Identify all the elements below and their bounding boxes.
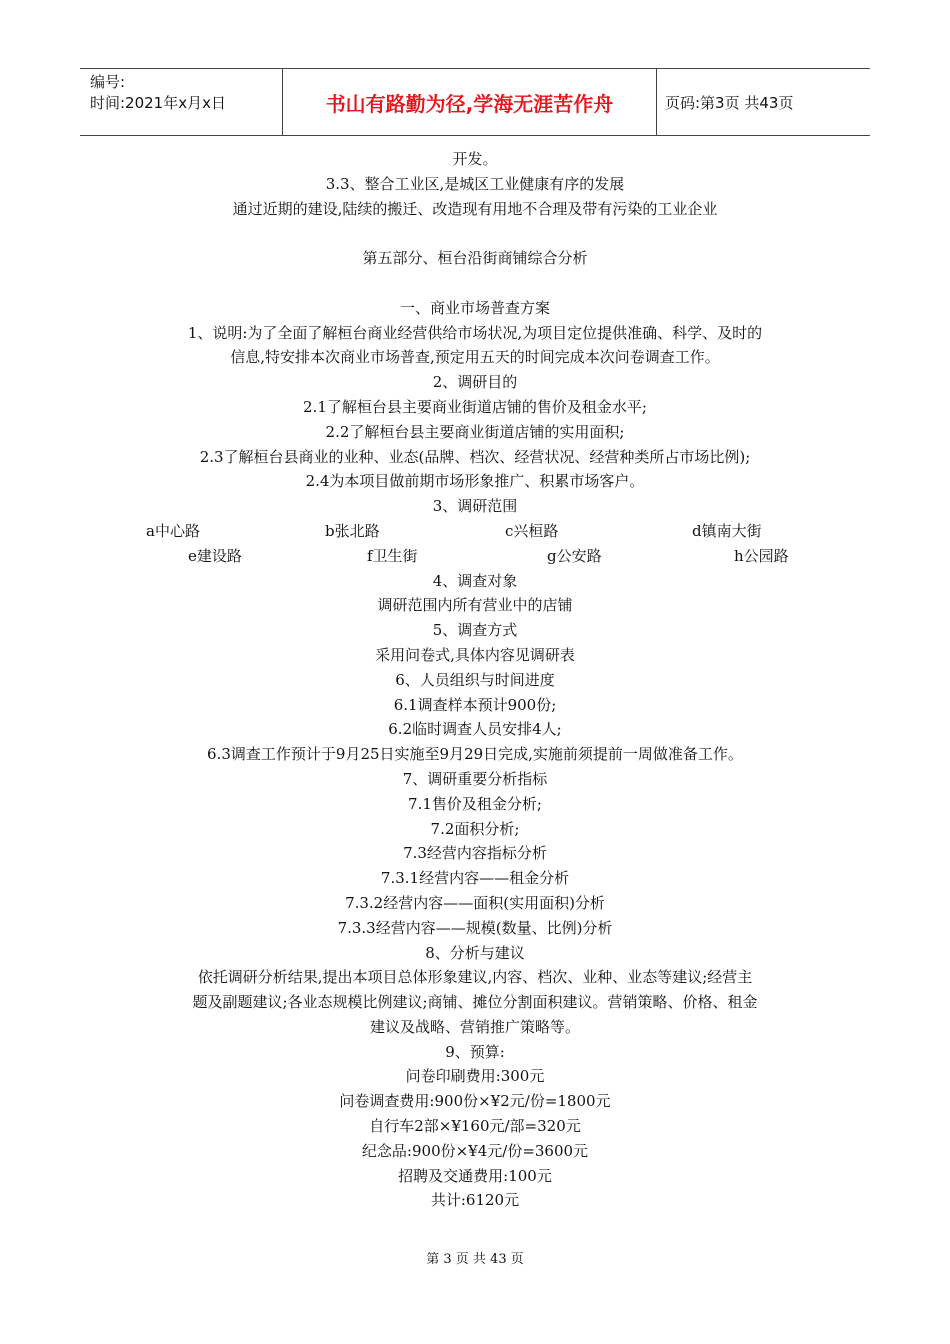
text-line: 1、说明:为了全面了解桓台商业经营供给市场状况,为项目定位提供准确、科学、及时的 — [187, 323, 763, 342]
document-number-label: 编号: — [90, 73, 126, 91]
text-line: 7、调研重要分析指标 — [402, 769, 548, 788]
road-item: a中心路 — [146, 521, 200, 540]
text-line: 8、分析与建议 — [425, 943, 525, 962]
text-line: 依托调研分析结果,提出本项目总体形象建议,内容、档次、业种、业态等建议;经营主 — [197, 968, 753, 987]
road-item: c兴桓路 — [505, 521, 559, 540]
text-line: 7.3.3经营内容——规模(数量、比例)分析 — [337, 918, 613, 937]
text-line: 2.2了解桓台县主要商业街道店铺的实用面积; — [325, 422, 625, 441]
text-line: 建议及战略、营销推广策略等。 — [369, 1017, 580, 1036]
section-title: 第五部分、桓台沿街商铺综合分析 — [362, 249, 588, 268]
text-line: 调研范围内所有营业中的店铺 — [377, 596, 573, 615]
road-item: d镇南大街 — [692, 521, 762, 540]
header-left-cell — [80, 69, 282, 135]
text-line: 自行车2部×¥160元/部=320元 — [369, 1117, 581, 1136]
text-line: 2、调研目的 — [432, 373, 518, 392]
road-item: h公园路 — [734, 546, 789, 565]
text-line: 2.4为本项目做前期市场形象推广、积累市场客户。 — [305, 472, 645, 491]
text-line: 信息,特安排本次商业市场普查,预定用五天的时间完成本次问卷调查工作。 — [230, 348, 720, 367]
text-line: 6、人员组织与时间进度 — [395, 670, 555, 689]
text-line: 9、预算: — [445, 1042, 505, 1061]
roads-row-1 — [120, 519, 830, 544]
document-time-label: 时间:2021年x月x日 — [90, 94, 226, 112]
text-line: 2.1了解桓台县主要商业街道店铺的售价及租金水平; — [303, 397, 647, 416]
text-line: 问卷印刷费用:300元 — [405, 1067, 545, 1086]
text-line: 7.3.2经营内容——面积(实用面积)分析 — [345, 893, 605, 912]
text-line: 2.3了解桓台县商业的业种、业态(品牌、档次、经营状况、经营种类所占市场比例); — [199, 447, 751, 466]
text-line: 7.2面积分析; — [430, 819, 520, 838]
header-page-info: 页码:第3页 共43页 — [665, 93, 794, 112]
text-line: 6.1调查样本预计900份; — [393, 695, 557, 714]
road-item: e建设路 — [188, 546, 242, 565]
header-motto: 书山有路勤为径,学海无涯苦作舟 — [282, 69, 657, 135]
text-line: 一、商业市场普查方案 — [399, 298, 550, 317]
roads-row-2 — [120, 544, 830, 569]
text-line: 7.1售价及租金分析; — [408, 794, 542, 813]
text-line: 纪念品:900份×¥4元/份=3600元 — [361, 1141, 589, 1160]
text-line: 3、调研范围 — [432, 497, 518, 516]
text-line: 问卷调查费用:900份×¥2元/份=1800元 — [339, 1092, 611, 1111]
page-header — [80, 68, 870, 136]
text-line: 通过近期的建设,陆续的搬迁、改造现有用地不合理及带有污染的工业企业 — [232, 199, 718, 218]
text-line: 6.3调查工作预计于9月25日实施至9月29日完成,实施前须提前一周做准备工作。 — [207, 745, 743, 764]
road-item: g公安路 — [547, 546, 602, 565]
document-body — [120, 147, 830, 1213]
text-line: 7.3.1经营内容——租金分析 — [380, 869, 570, 888]
text-line: 3.3、整合工业区,是城区工业健康有序的发展 — [325, 174, 625, 193]
road-item: b张北路 — [325, 521, 380, 540]
text-line: 题及副题建议;各业态规模比例建议;商铺、摊位分割面积建议。营销策略、价格、租金 — [192, 993, 758, 1012]
text-line: 7.3经营内容指标分析 — [403, 844, 547, 863]
text-line: 开发。 — [452, 150, 498, 168]
text-line: 6.2临时调查人员安排4人; — [388, 720, 562, 739]
text-line: 共计:6120元 — [430, 1191, 520, 1210]
text-line: 采用问卷式,具体内容见调研表 — [375, 645, 575, 664]
text-line: 4、调查对象 — [432, 571, 518, 590]
road-item: f卫生街 — [367, 546, 418, 565]
text-line: 招聘及交通费用:100元 — [398, 1166, 552, 1185]
page-footer: 第 3 页 共 43 页 — [426, 1252, 524, 1267]
text-line: 5、调查方式 — [432, 621, 518, 640]
